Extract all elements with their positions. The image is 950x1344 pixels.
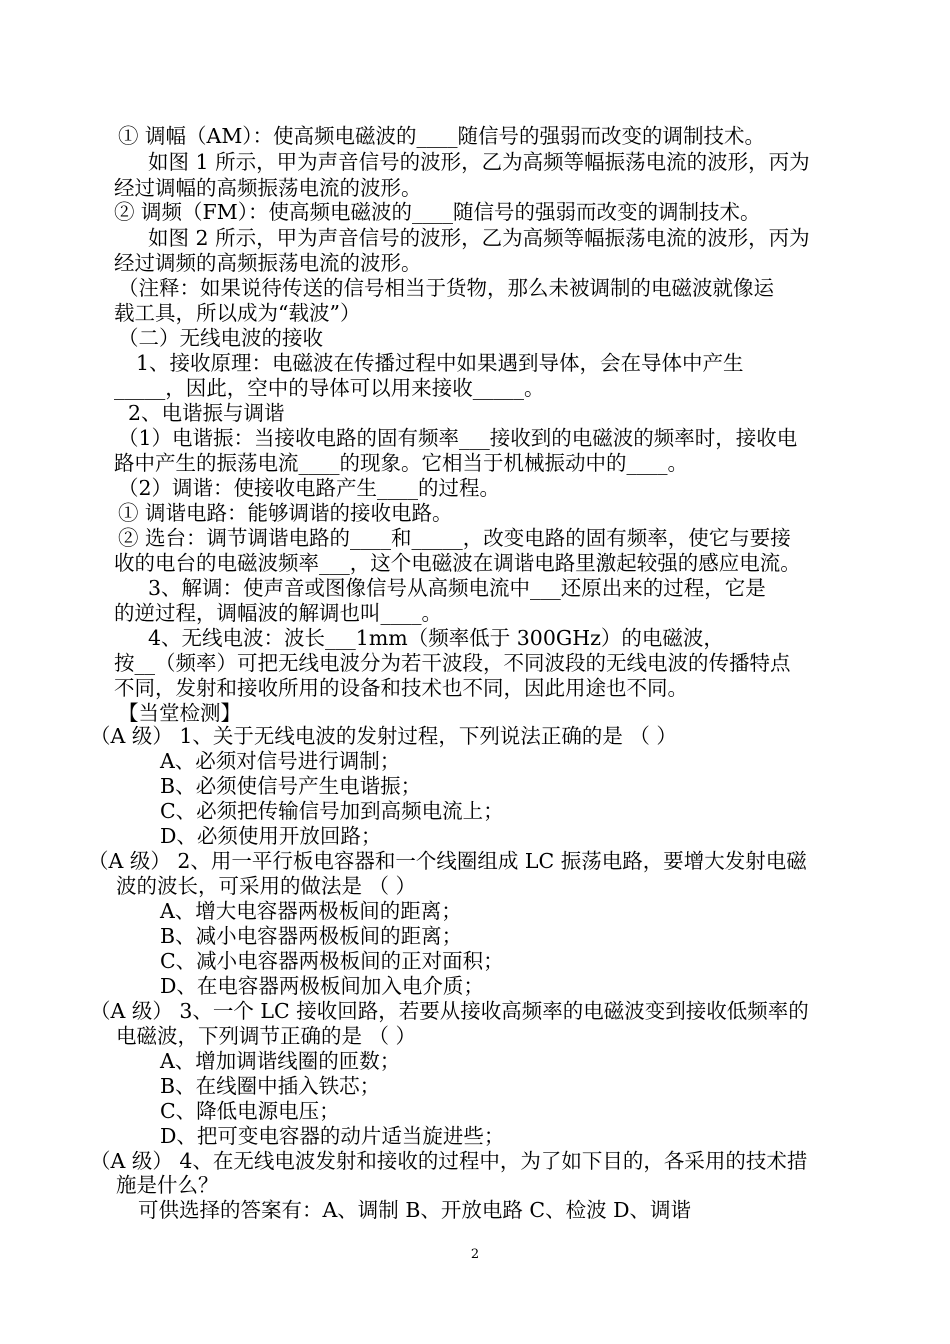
question-line: 施是什么？ (116, 1173, 219, 1197)
text-line: ② 选台：调节调谐电路的____和_____，改变电路的固有频率，使它与要接 (118, 526, 791, 550)
option-line: A、增加调谐线圈的匝数； (160, 1049, 401, 1073)
text-line: 收的电台的电磁波频率___，这个电磁波在调谐电路里激起较强的感应电流。 (114, 551, 801, 575)
text-line: 经过调幅的高频振荡电流的波形。 (114, 176, 422, 200)
question-line: （A 级） 2、用一平行板电容器和一个线圈组成 LC 振荡电路，要增大发射电磁 (88, 849, 807, 873)
question-line: （A 级） 1、关于无线电波的发射过程，下列说法正确的是 （ ） (90, 724, 677, 748)
text-line: ① 调谐电路：能够调谐的接收电路。 (118, 501, 453, 525)
text-line: 路中产生的振荡电流____的现象。它相当于机械振动中的____。 (114, 451, 688, 475)
option-line: B、必须使信号产生电谐振； (160, 774, 422, 798)
text-line: 不同，发射和接收所用的设备和技术也不同，因此用途也不同。 (114, 676, 688, 700)
text-line: （2）调谐：使接收电路产生____的过程。 (118, 476, 501, 500)
option-line: C、降低电源电压； (160, 1099, 340, 1123)
text-line: 2、电谐振与调谐 (128, 401, 285, 425)
text-line: ② 调频（FM）：使高频电磁波的____随信号的强弱而改变的调制技术。 (114, 200, 761, 224)
text-line: 按__（频率）可把无线电波分为若干波段，不同波段的无线电波的传播特点 (114, 651, 791, 675)
section-heading: 【当堂检测】 (118, 701, 241, 725)
option-line: A、增大电容器两极板间的距离； (160, 899, 462, 923)
question-line: 电磁波，下列调节正确的是 （ ） (116, 1024, 417, 1048)
option-line: D、在电容器两极板间加入电介质； (160, 974, 484, 998)
option-line: B、在线圈中插入铁芯； (160, 1074, 381, 1098)
option-line: C、减小电容器两极板间的正对面积； (160, 949, 504, 973)
text-line: ① 调幅（AM）：使高频电磁波的____随信号的强弱而改变的调制技术。 (118, 124, 766, 148)
option-line: D、必须使用开放回路； (160, 824, 382, 848)
text-line: _____，因此，空中的导体可以用来接收_____。 (114, 376, 545, 400)
question-line: （A 级） 4、在无线电波发射和接收的过程中，为了如下目的，各采用的技术措 (90, 1149, 808, 1173)
question-line: （A 级） 3、一个 LC 接收回路，若要从接收高频率的电磁波变到接收低频率的 (90, 999, 809, 1023)
section-heading: （二）无线电波的接收 (118, 326, 323, 350)
text-line: 4、无线电波：波长___1mm（频率低于 300GHz）的电磁波， (148, 626, 724, 650)
question-line: 波的波长，可采用的做法是 （ ） (116, 874, 417, 898)
text-line: 3、解调：使声音或图像信号从高频电流中___还原出来的过程，它是 (148, 576, 766, 600)
option-line: C、必须把传输信号加到高频电流上； (160, 799, 504, 823)
option-line: B、减小电容器两极板间的距离； (160, 924, 463, 948)
text-line: 1、接收原理：电磁波在传播过程中如果遇到导体，会在导体中产生 (136, 351, 744, 375)
text-line: 经过调频的高频振荡电流的波形。 (114, 251, 422, 275)
text-line: 的逆过程，调幅波的解调也叫____。 (114, 601, 442, 625)
text-line: （1）电谐振：当接收电路的固有频率___接收到的电磁波的频率时，接收电 (118, 426, 798, 450)
option-line: A、必须对信号进行调制； (160, 749, 401, 773)
text-line: 如图 1 所示，甲为声音信号的波形，乙为高频等幅振荡电流的波形，丙为 (148, 150, 810, 174)
text-line: （注释：如果说待传送的信号相当于货物，那么未被调制的电磁波就像运 (118, 276, 774, 300)
text-line: 载工具，所以成为“载波”） (114, 301, 361, 325)
answer-choices: 可供选择的答案有：A、调制 B、开放电路 C、检波 D、调谐 (138, 1198, 692, 1222)
text-line: 如图 2 所示，甲为声音信号的波形，乙为高频等幅振荡电流的波形，丙为 (148, 226, 810, 250)
page-number: 2 (470, 1247, 480, 1262)
option-line: D、把可变电容器的动片适当旋进些； (160, 1124, 505, 1148)
